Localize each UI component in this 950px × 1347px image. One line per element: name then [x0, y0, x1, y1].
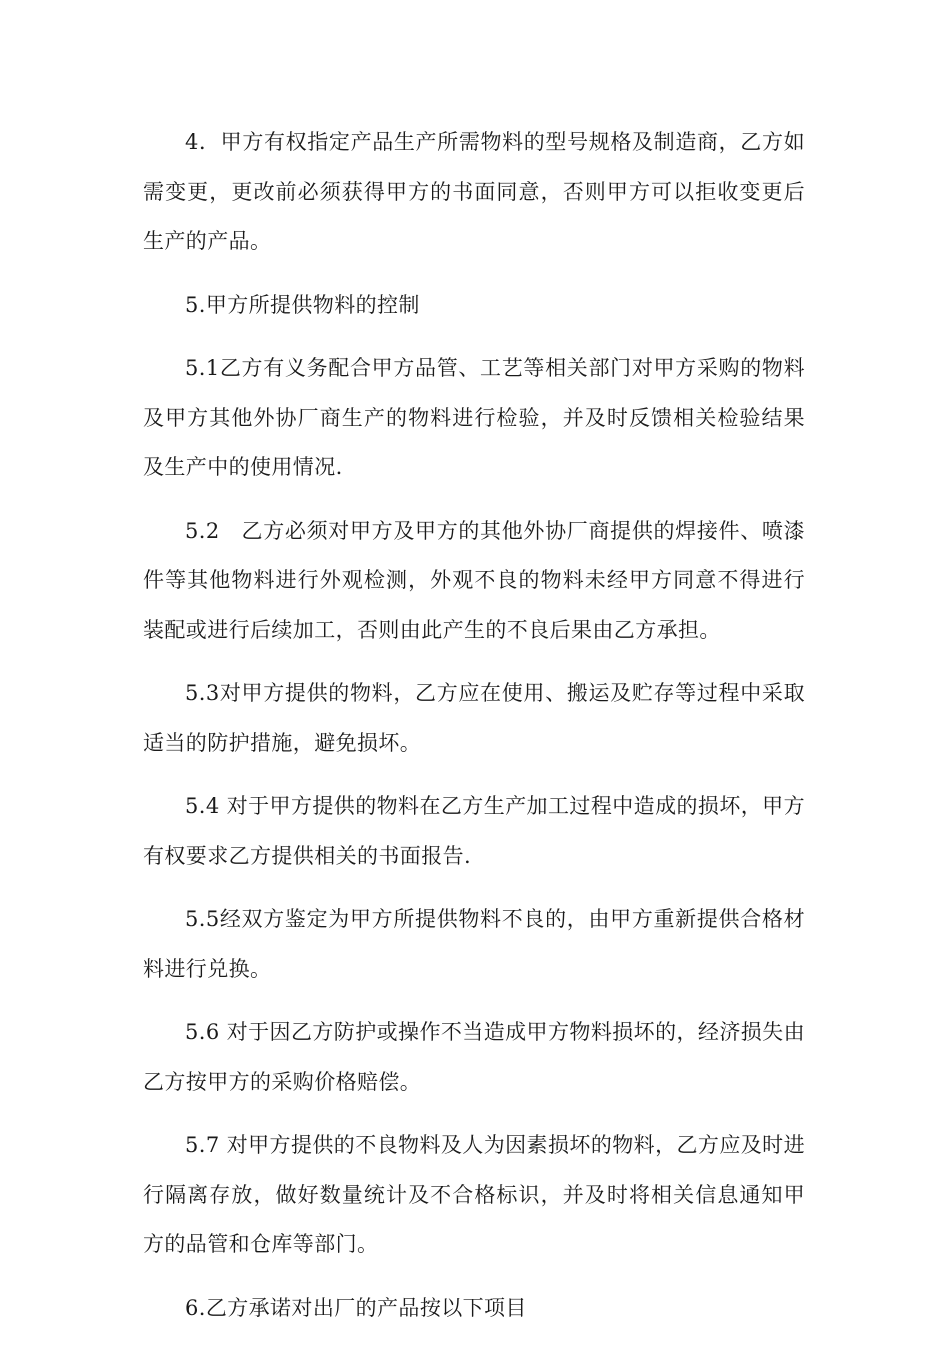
paragraph-clause-5-3: 5.3对甲方提供的物料，乙方应在使用、搬运及贮存等过程中采取适当的防护措施，避免损坏。	[143, 681, 805, 755]
paragraph-clause-5-1: 5.1乙方有义务配合甲方品管、工艺等相关部门对甲方采购的物料及甲方其他外协厂商生产的物料进行检验，并及时反馈相关检验结果及生产中的使用情况.	[143, 356, 805, 479]
paragraph-heading-6: 6.乙方承诺对出厂的产品按以下项目	[185, 1295, 527, 1320]
paragraph-clause-5-6: 5.6 对于因乙方防护或操作不当造成甲方物料损坏的，经济损失由乙方按甲方的采购价格赔偿。	[143, 1020, 805, 1094]
paragraph-clause-5-5: 5.5经双方鉴定为甲方所提供物料不良的，由甲方重新提供合格材料进行兑换。	[143, 907, 805, 981]
paragraph-clause-5-4: 5.4 对于甲方提供的物料在乙方生产加工过程中造成的损坏，甲方有权要求乙方提供相关的书面报告.	[143, 794, 805, 868]
document-body	[143, 118, 805, 1347]
paragraph-clause-4: 4．甲方有权指定产品生产所需物料的型号规格及制造商，乙方如需变更，更改前必须获得甲方的书面同意，否则甲方可以拒收变更后生产的产品。	[143, 130, 805, 253]
paragraph-clause-5-2: 5.2 乙方必须对甲方及甲方的其他外协厂商提供的焊接件、喷漆件等其他物料进行外观检测，外观不良的物料未经甲方同意不得进行装配或进行后续加工，否则由此产生的不良后果由乙方承担。	[143, 518, 805, 642]
paragraph-clause-5-7: 5.7 对甲方提供的不良物料及人为因素损坏的物料，乙方应及时进行隔离存放，做好数量统计及不合格标识，并及时将相关信息通知甲方的品管和仓库等部门。	[143, 1133, 805, 1256]
paragraph-heading-5: 5.甲方所提供物料的控制	[185, 292, 420, 317]
